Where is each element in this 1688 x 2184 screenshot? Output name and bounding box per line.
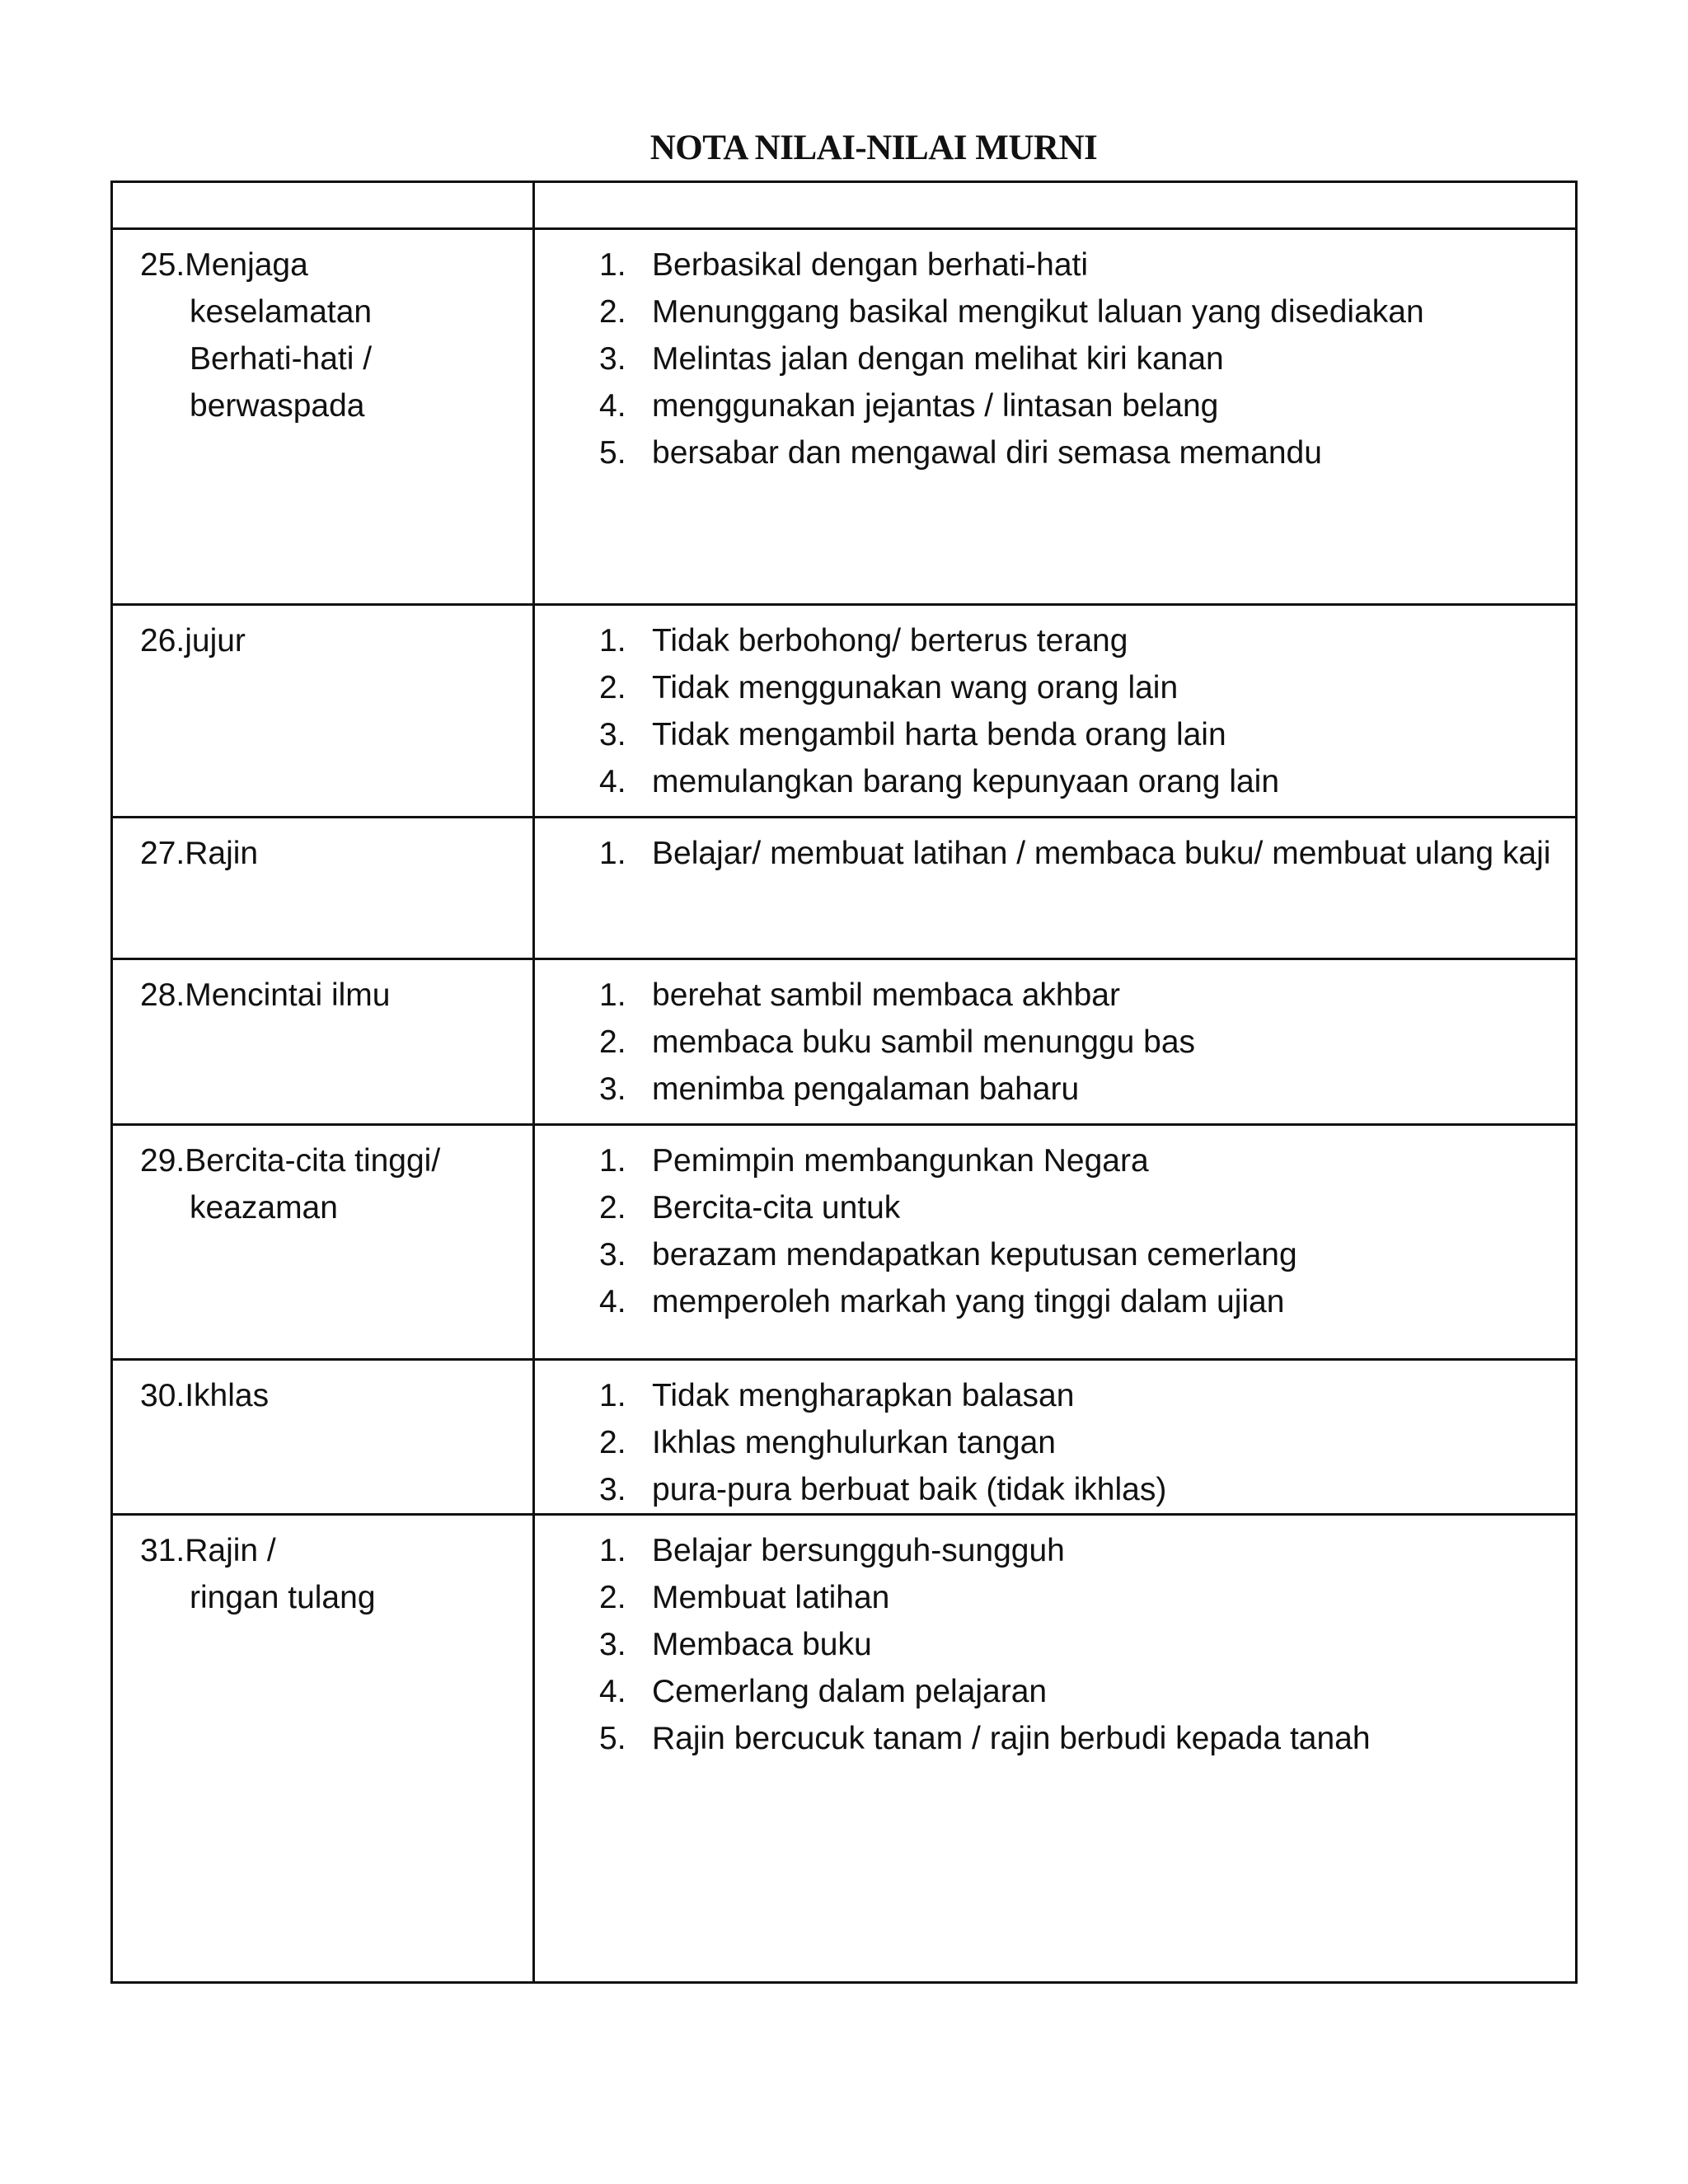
examples-cell xyxy=(534,1360,1577,1515)
examples-list xyxy=(535,1361,1575,1513)
examples-cell xyxy=(534,818,1577,959)
list-item-number: 3. xyxy=(599,341,626,377)
list-item-text: Belajar bersungguh-sungguh xyxy=(652,1533,1065,1568)
values-table xyxy=(110,180,1578,1984)
list-item xyxy=(535,429,1559,476)
list-item xyxy=(535,241,1559,288)
list-item-text: memulangkan barang kepunyaan orang lain xyxy=(652,764,1280,799)
list-item-number: 2. xyxy=(599,1425,626,1460)
value-name xyxy=(113,960,532,1019)
list-item xyxy=(535,1574,1559,1621)
list-item-text: Membuat latihan xyxy=(652,1580,890,1615)
page-title: NOTA NILAI-NILAI MURNI xyxy=(649,129,1098,167)
list-item-number: 4. xyxy=(599,1674,626,1709)
list-item-text: Berbasikal dengan berhati-hati xyxy=(652,247,1089,283)
list-item xyxy=(535,1019,1559,1066)
value-name xyxy=(113,606,532,664)
list-item xyxy=(535,288,1559,335)
examples-list xyxy=(535,606,1575,805)
table-row xyxy=(112,605,1577,818)
value-name xyxy=(113,818,532,877)
list-item xyxy=(535,1466,1559,1513)
list-item-number: 4. xyxy=(599,764,626,799)
list-item-number: 3. xyxy=(599,717,626,752)
value-name-cell xyxy=(112,229,534,605)
list-item xyxy=(535,1527,1559,1574)
list-item-number: 2. xyxy=(599,294,626,330)
value-name-line: 29.Bercita-cita tinggi/ xyxy=(140,1143,441,1179)
table-row xyxy=(112,818,1577,959)
value-name-line: 30.Ikhlas xyxy=(140,1378,270,1413)
value-name-cell xyxy=(112,1515,534,1983)
examples-cell xyxy=(534,959,1577,1125)
table-row xyxy=(112,1515,1577,1983)
list-item-text: Rajin bercucuk tanam / rajin berbudi kepada tanah xyxy=(652,1721,1371,1756)
list-item-text: Ikhlas menghulurkan tangan xyxy=(652,1425,1056,1460)
value-name xyxy=(113,1361,532,1419)
table-row xyxy=(112,959,1577,1125)
list-item xyxy=(535,1372,1559,1419)
list-item-text: berazam mendapatkan keputusan cemerlang xyxy=(652,1237,1297,1272)
value-name-line: 28.Mencintai ilmu xyxy=(140,977,391,1013)
examples-list xyxy=(535,1126,1575,1325)
examples-cell xyxy=(534,1515,1577,1983)
value-name-line: Berhati-hati / xyxy=(190,341,373,377)
list-item-number: 1. xyxy=(599,1533,626,1568)
table-row xyxy=(112,229,1577,605)
list-item xyxy=(535,1621,1559,1668)
list-item-number: 3. xyxy=(599,1627,626,1662)
list-item xyxy=(535,335,1559,382)
list-item-number: 2. xyxy=(599,1024,626,1060)
list-item-number: 2. xyxy=(599,1580,626,1615)
value-name-cell xyxy=(112,1125,534,1360)
value-name-line: berwaspada xyxy=(190,388,365,424)
list-item-text: pura-pura berbuat baik (tidak ikhlas) xyxy=(652,1472,1167,1507)
value-name-line: ringan tulang xyxy=(190,1580,376,1615)
list-item xyxy=(535,382,1559,429)
list-item xyxy=(535,1668,1559,1715)
table-row xyxy=(112,1360,1577,1515)
list-item-text: Bercita-cita untuk xyxy=(652,1190,901,1226)
value-name-line: 25.Menjaga xyxy=(140,247,308,283)
value-name xyxy=(113,1516,532,1621)
list-item-text: bersabar dan mengawal diri semasa memandu xyxy=(652,435,1322,471)
list-item-number: 1. xyxy=(599,1143,626,1179)
table-row xyxy=(112,1125,1577,1360)
list-item-text: berehat sambil membaca akhbar xyxy=(652,977,1120,1013)
list-item xyxy=(535,711,1559,758)
value-name-cell xyxy=(112,959,534,1125)
header-row xyxy=(112,182,1577,229)
list-item xyxy=(535,1137,1559,1184)
header-cell-examples xyxy=(534,182,1577,229)
list-item-number: 1. xyxy=(599,977,626,1013)
list-item-text: Tidak mengharapkan balasan xyxy=(652,1378,1075,1413)
list-item-number: 2. xyxy=(599,670,626,705)
examples-list xyxy=(535,230,1575,476)
values-table-body xyxy=(112,182,1577,1983)
list-item-number: 1. xyxy=(599,247,626,283)
value-name-cell xyxy=(112,818,534,959)
value-name-line: 27.Rajin xyxy=(140,836,259,871)
list-item-text: memperoleh markah yang tinggi dalam ujian xyxy=(652,1284,1285,1319)
list-item xyxy=(535,1278,1559,1325)
list-item-number: 4. xyxy=(599,388,626,424)
list-item-text: Menunggang basikal mengikut laluan yang disediakan xyxy=(652,294,1424,330)
list-item-number: 1. xyxy=(599,836,626,871)
list-item xyxy=(535,1231,1559,1278)
list-item-number: 2. xyxy=(599,1190,626,1226)
value-name-line: keselamatan xyxy=(190,294,373,330)
value-name xyxy=(113,1126,532,1231)
list-item xyxy=(535,1066,1559,1113)
list-item xyxy=(535,664,1559,711)
list-item-text: menimba pengalaman baharu xyxy=(652,1071,1080,1107)
list-item-number: 1. xyxy=(599,1378,626,1413)
list-item-text: Belajar/ membuat latihan / membaca buku/ membuat ulang kaji xyxy=(652,836,1551,871)
list-item xyxy=(535,758,1559,805)
examples-cell xyxy=(534,605,1577,818)
list-item-text: Membaca buku xyxy=(652,1627,872,1662)
examples-cell xyxy=(534,1125,1577,1360)
list-item-text: Cemerlang dalam pelajaran xyxy=(652,1674,1048,1709)
examples-list xyxy=(535,818,1575,877)
list-item xyxy=(535,1715,1559,1762)
list-item-text: Tidak berbohong/ berterus terang xyxy=(652,623,1128,658)
examples-list xyxy=(535,1516,1575,1762)
list-item-text: Tidak menggunakan wang orang lain xyxy=(652,670,1179,705)
list-item xyxy=(535,830,1559,877)
examples-cell xyxy=(534,229,1577,605)
list-item-number: 3. xyxy=(599,1472,626,1507)
list-item-number: 3. xyxy=(599,1237,626,1272)
list-item xyxy=(535,1419,1559,1466)
value-name-cell xyxy=(112,1360,534,1515)
list-item-text: Pemimpin membangunkan Negara xyxy=(652,1143,1149,1179)
value-name-cell xyxy=(112,605,534,818)
list-item xyxy=(535,617,1559,664)
value-name-line: 31.Rajin / xyxy=(140,1533,276,1568)
list-item-number: 1. xyxy=(599,623,626,658)
list-item-number: 5. xyxy=(599,1721,626,1756)
list-item-number: 4. xyxy=(599,1284,626,1319)
examples-list xyxy=(535,960,1575,1113)
list-item xyxy=(535,972,1559,1019)
list-item-text: membaca buku sambil menunggu bas xyxy=(652,1024,1196,1060)
value-name xyxy=(113,230,532,429)
list-item-number: 3. xyxy=(599,1071,626,1107)
header-cell-value xyxy=(112,182,534,229)
value-name-line: keazaman xyxy=(190,1190,338,1226)
list-item-number: 5. xyxy=(599,435,626,471)
list-item-text: menggunakan jejantas / lintasan belang xyxy=(652,388,1219,424)
value-name-line: 26.jujur xyxy=(140,623,246,658)
list-item-text: Tidak mengambil harta benda orang lain xyxy=(652,717,1226,752)
list-item-text: Melintas jalan dengan melihat kiri kanan xyxy=(652,341,1224,377)
list-item xyxy=(535,1184,1559,1231)
